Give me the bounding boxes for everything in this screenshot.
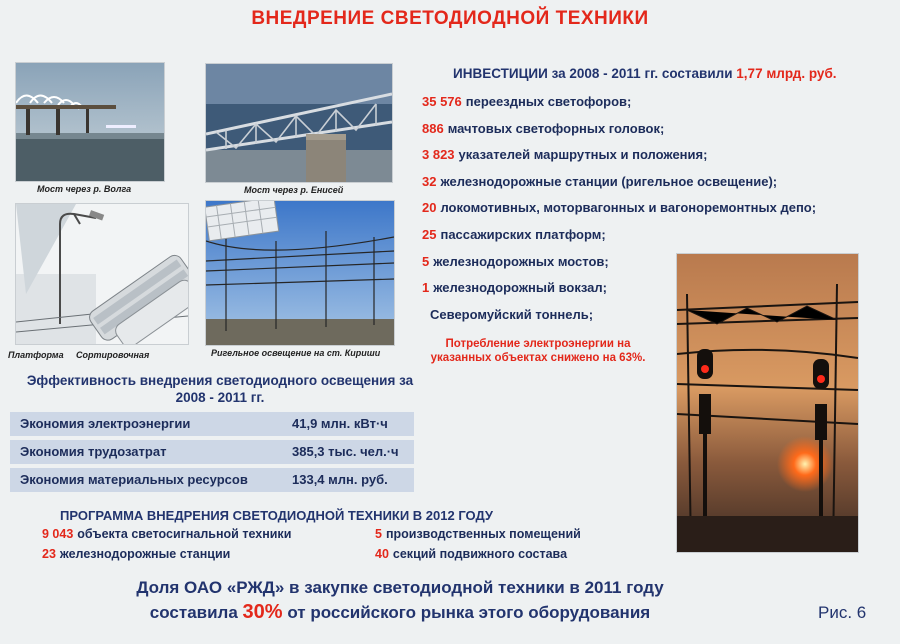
list-item: Северомуйский тоннель;: [430, 306, 594, 322]
caption-sorting: Сортировочная: [76, 350, 150, 360]
list-item: 1 железнодорожный вокзал;: [422, 280, 607, 296]
share-line-2: составила 30% от российского рынка этого оборудования: [149, 601, 651, 623]
caption-volga: Мост через р. Волга: [37, 184, 132, 194]
list-item: 25 пассажирских платформ;: [422, 226, 606, 242]
share-line-1: Доля ОАО «РЖД» в закупке светодиодной техники в 2011 году: [136, 578, 664, 597]
efficiency-row: Экономия материальных ресурсов 133,4 млн. руб.: [10, 468, 414, 492]
caption-yenisei: Мост через р. Енисей: [244, 185, 344, 195]
program-item: 40 секций подвижного состава: [375, 547, 568, 561]
caption-kirishi: Ригельное освещение на ст. Кириши: [211, 348, 381, 358]
photo-kirishi-station: [205, 200, 395, 346]
list-item: 20 локомотивных, моторвагонных и вагоноремонтных депо;: [422, 200, 817, 216]
investments-heading: ИНВЕСТИЦИИ за 2008 - 2011 гг. составили 1,77 млрд. руб.: [453, 66, 837, 81]
program-heading: ПРОГРАММА ВНЕДРЕНИЯ СВЕТОДИОДНОЙ ТЕХНИКИ В 2012 ГОДУ: [60, 508, 493, 523]
list-item: 3 823 указателей маршрутных и положения;: [422, 147, 708, 163]
efficiency-heading: Эффективность внедрения светодиодного освещения за 2008 - 2011 гг.: [26, 373, 414, 405]
efficiency-row: Экономия трудозатрат 385,3 тыс. чел.·ч: [10, 440, 414, 464]
photo-yenisei-bridge: [205, 63, 393, 183]
list-item: 32 железнодорожные станции (ригельное освещение);: [422, 173, 778, 189]
market-share-statement: [100, 575, 700, 625]
program-item: 5 производственных помещений: [375, 527, 581, 541]
program-item: 9 043 объекта светосигнальной техники: [42, 527, 292, 541]
list-item: 35 576 переездных светофоров;: [422, 94, 632, 109]
photo-platform-lamps: [15, 203, 189, 345]
list-item: 5 железнодорожных мостов;: [422, 253, 609, 269]
consumption-note: Потребление электроэнергии на указанных объектах снижено на 63%.: [430, 338, 646, 364]
photo-sunset-signals: [676, 253, 859, 553]
efficiency-row: Экономия электроэнергии 41,9 млн. кВт·ч: [10, 412, 414, 436]
page-title: ВНЕДРЕНИЕ СВЕТОДИОДНОЙ ТЕХНИКИ: [251, 8, 649, 29]
program-item: 23 железнодорожные станции: [42, 547, 231, 561]
caption-platform: Платформа: [8, 350, 64, 360]
list-item: 886 мачтовых светофорных головок;: [422, 120, 665, 136]
figure-label: Рис. 6: [818, 603, 867, 622]
photo-volga-bridge: [15, 62, 165, 182]
